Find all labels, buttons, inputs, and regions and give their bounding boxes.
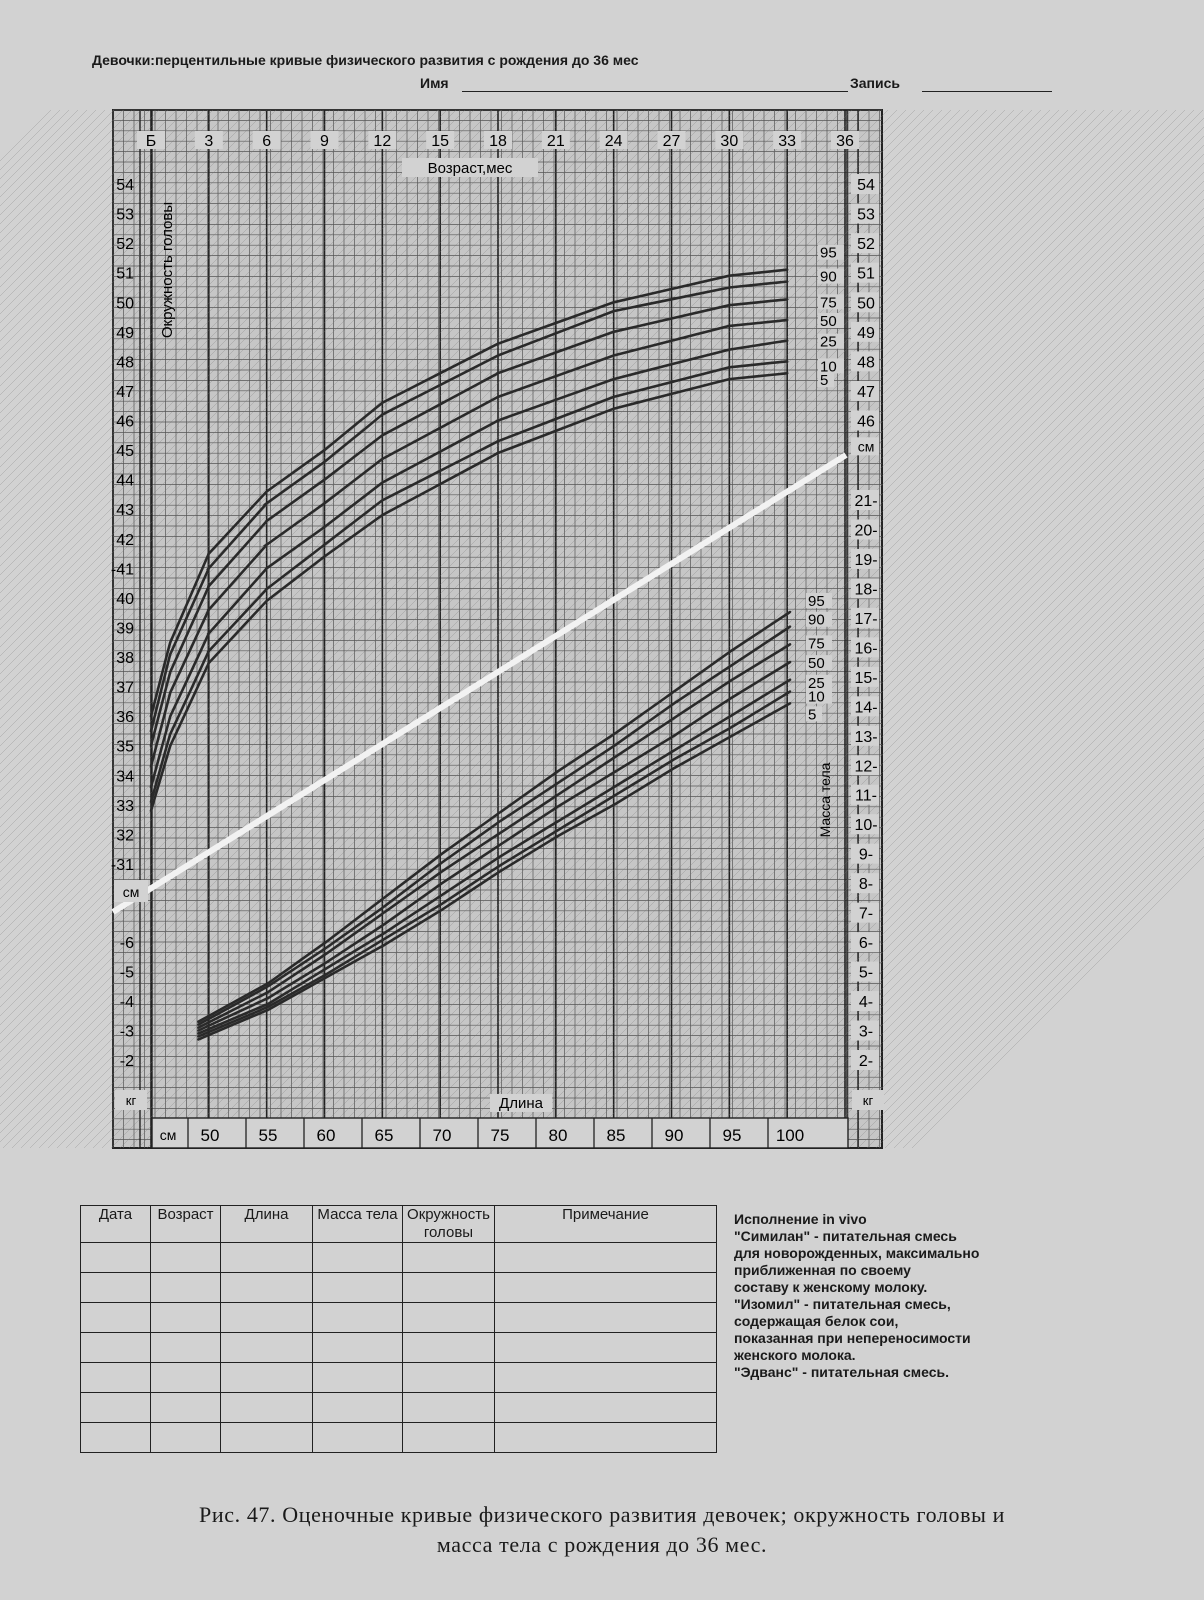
table-cell[interactable] xyxy=(151,1273,221,1303)
length-tick-label: 90 xyxy=(664,1126,684,1145)
table-cell[interactable] xyxy=(403,1423,495,1453)
head-axis-title: Окружность головы xyxy=(159,201,176,339)
table-cell[interactable] xyxy=(495,1363,717,1393)
length-tick-label: 65 xyxy=(374,1126,394,1145)
head-series-label: 25 xyxy=(820,333,837,351)
col-length: Длина xyxy=(221,1206,313,1243)
table-cell[interactable] xyxy=(495,1393,717,1423)
col-age: Возраст xyxy=(151,1206,221,1243)
table-cell[interactable] xyxy=(403,1363,495,1393)
table-cell[interactable] xyxy=(403,1393,495,1423)
table-cell[interactable] xyxy=(221,1243,313,1273)
table-cell[interactable] xyxy=(221,1363,313,1393)
table-cell[interactable] xyxy=(313,1423,403,1453)
table-row xyxy=(81,1243,717,1273)
weight-tick-label-right: 9- xyxy=(858,846,874,864)
table-cell[interactable] xyxy=(81,1303,151,1333)
weight-tick-label-right: 11- xyxy=(855,787,877,805)
table-row xyxy=(81,1393,717,1423)
note-line: "Симилан" - питательная смесь xyxy=(734,1228,957,1244)
weight-tick-label-right: 21- xyxy=(854,493,878,510)
record-label: Запись xyxy=(850,75,901,91)
weight-tick-label-right: 15- xyxy=(854,669,878,687)
length-tick-label: 50 xyxy=(200,1126,220,1145)
table-row xyxy=(81,1273,717,1303)
head-tick-label: 33 xyxy=(116,797,134,815)
table-cell[interactable] xyxy=(403,1273,495,1303)
weight-tick-label-right: 2- xyxy=(858,1053,874,1070)
table-cell[interactable] xyxy=(81,1363,151,1393)
head-tick-label: 54 xyxy=(116,177,134,194)
age-tick-label: 15 xyxy=(431,133,450,150)
weight-tick-label-right: 19- xyxy=(854,551,878,569)
head-tick-label: 45 xyxy=(116,443,134,461)
head-series-label: 50 xyxy=(820,313,837,330)
head-unit-label: см xyxy=(122,884,140,900)
record-table xyxy=(80,1205,717,1453)
table-cell[interactable] xyxy=(221,1333,313,1363)
weight-tick-label-right: 17- xyxy=(854,610,878,628)
col-head: Окружность головы xyxy=(403,1206,495,1243)
table-cell[interactable] xyxy=(151,1243,221,1273)
head-unit-label-right: см xyxy=(857,438,875,455)
table-cell[interactable] xyxy=(495,1303,717,1333)
age-axis-title: Возраст,мес xyxy=(427,160,513,177)
weight-series-label: 5 xyxy=(808,706,817,724)
weight-tick-label: -2 xyxy=(119,1053,134,1070)
head-tick-label: 37 xyxy=(116,679,134,697)
name-label: Имя xyxy=(420,75,449,91)
weight-tick-label-right: 3- xyxy=(858,1023,874,1041)
table-cell[interactable] xyxy=(403,1243,495,1273)
table-row xyxy=(81,1423,717,1453)
weight-tick-label-right: 5- xyxy=(858,964,874,982)
head-tick-label: 36 xyxy=(116,709,134,727)
table-cell[interactable] xyxy=(313,1303,403,1333)
table-cell[interactable] xyxy=(221,1423,313,1453)
weight-unit-label: кг xyxy=(862,1093,874,1108)
weight-tick-label-right: 16- xyxy=(854,640,878,658)
head-tick-label: 42 xyxy=(116,531,134,549)
head-series-label: 95 xyxy=(820,244,837,262)
note-text xyxy=(734,1211,1064,1381)
weight-series-label: 95 xyxy=(808,593,825,610)
table-cell[interactable] xyxy=(151,1393,221,1423)
head-tick-label: 44 xyxy=(116,472,134,490)
note-line: показанная при непереносимости xyxy=(734,1330,971,1346)
length-unit-label: см xyxy=(159,1127,177,1143)
head-tick-label: 49 xyxy=(116,324,134,342)
length-tick-label: 60 xyxy=(316,1126,336,1145)
table-cell[interactable] xyxy=(403,1333,495,1363)
weight-tick-label: -6 xyxy=(119,935,134,953)
head-tick-label: 38 xyxy=(116,650,134,668)
table-cell[interactable] xyxy=(313,1363,403,1393)
note-line: для новорожденных, максимально xyxy=(734,1245,980,1261)
weight-tick-label-right: 20- xyxy=(854,522,878,540)
table-cell[interactable] xyxy=(495,1243,717,1273)
note-line: содержащая белок сои, xyxy=(734,1313,899,1329)
table-row xyxy=(81,1303,717,1333)
table-cell[interactable] xyxy=(403,1303,495,1333)
head-tick-label-right: 48 xyxy=(857,354,875,372)
weight-series-label: 25 xyxy=(808,674,825,692)
weight-tick-label-right: 12- xyxy=(854,758,878,776)
record-table-body xyxy=(81,1243,717,1453)
age-tick-label: 6 xyxy=(262,133,272,150)
table-cell[interactable] xyxy=(151,1333,221,1363)
weight-tick-label-right: 7- xyxy=(858,905,874,923)
head-tick-label: 40 xyxy=(116,590,134,608)
age-tick-label: 21 xyxy=(546,133,565,150)
table-cell[interactable] xyxy=(81,1273,151,1303)
weight-tick-label-right: 4- xyxy=(858,994,874,1012)
note-line: приближенная по своему xyxy=(734,1262,911,1278)
age-tick-label: 33 xyxy=(778,133,797,150)
caption-line-1: Рис. 47. Оценочные кривые физического развития девочек; окружность головы и xyxy=(199,1502,1005,1527)
length-tick-label: 80 xyxy=(548,1126,568,1145)
table-cell[interactable] xyxy=(495,1273,717,1303)
head-tick-label-right: 52 xyxy=(857,236,875,254)
head-tick-label-right: 47 xyxy=(857,383,875,401)
head-series-label: 10 xyxy=(820,358,837,376)
head-tick-label: 46 xyxy=(116,413,134,431)
chart-title: Девочки:перцентильные кривые физического развития с рождения до 36 мес xyxy=(92,52,639,68)
weight-tick-label-right: 8- xyxy=(858,876,874,894)
table-cell[interactable] xyxy=(151,1363,221,1393)
head-tick-label: 48 xyxy=(116,354,134,372)
head-tick-label-right: 46 xyxy=(857,413,875,431)
table-cell[interactable] xyxy=(81,1333,151,1363)
weight-tick-label: -4 xyxy=(119,994,134,1012)
age-tick-label: 27 xyxy=(662,133,681,150)
table-cell[interactable] xyxy=(151,1303,221,1333)
table-cell[interactable] xyxy=(221,1393,313,1423)
age-tick-label: 3 xyxy=(204,133,214,150)
note-line: "Эдванс" - питательная смесь. xyxy=(734,1364,950,1380)
head-tick-label-right: 50 xyxy=(857,295,875,313)
head-tick-label-right: 54 xyxy=(857,177,875,194)
head-tick-label: -41 xyxy=(110,561,134,579)
head-tick-label-right: 51 xyxy=(857,265,875,283)
table-cell[interactable] xyxy=(221,1273,313,1303)
col-date: Дата xyxy=(81,1206,151,1243)
weight-unit-label: кг xyxy=(125,1093,137,1108)
length-tick-label: 85 xyxy=(606,1126,626,1145)
table-row xyxy=(81,1333,717,1363)
head-tick-label: 53 xyxy=(116,206,134,224)
head-tick-label: 47 xyxy=(116,383,134,401)
table-cell[interactable] xyxy=(81,1243,151,1273)
length-tick-label: 55 xyxy=(258,1126,278,1145)
col-note: Примечание xyxy=(495,1206,717,1243)
weight-series-label: 10 xyxy=(808,688,825,706)
weight-tick-label-right: 13- xyxy=(854,728,878,746)
length-tick-label: 70 xyxy=(432,1126,452,1145)
head-tick-label: 43 xyxy=(116,502,134,520)
table-cell[interactable] xyxy=(81,1423,151,1453)
weight-tick-label-right: 10- xyxy=(854,817,878,835)
length-tick-label: 75 xyxy=(490,1126,510,1145)
table-cell[interactable] xyxy=(221,1303,313,1333)
weight-series-label: 75 xyxy=(808,635,825,653)
age-tick-label: 30 xyxy=(720,133,739,150)
length-tick-label: 100 xyxy=(775,1126,805,1145)
head-tick-label: 50 xyxy=(116,295,134,313)
table-cell[interactable] xyxy=(313,1243,403,1273)
note-line: женского молока. xyxy=(734,1347,856,1363)
head-tick-label: 32 xyxy=(116,827,134,845)
note-line: Исполнение in vivo xyxy=(734,1211,867,1227)
table-cell[interactable] xyxy=(495,1423,717,1453)
caption-line-2: масса тела с рождения до 36 мес. xyxy=(436,1532,768,1557)
head-tick-label-right: 49 xyxy=(857,324,875,342)
head-tick-label: -31 xyxy=(110,857,134,874)
weight-axis-title: Масса тела xyxy=(817,762,833,838)
length-tick-label: 95 xyxy=(722,1126,742,1145)
head-tick-label: 35 xyxy=(116,738,134,756)
note-line: составу к женскому молоку. xyxy=(734,1279,928,1295)
weight-tick-label-right: 14- xyxy=(854,699,878,717)
weight-tick-label: -5 xyxy=(119,964,134,982)
table-cell[interactable] xyxy=(81,1393,151,1423)
weight-series-label: 50 xyxy=(808,655,825,673)
table-row xyxy=(81,1363,717,1393)
weight-tick-label-right: 6- xyxy=(858,935,874,953)
head-series-label: 90 xyxy=(820,268,837,286)
age-tick-label: 36 xyxy=(836,133,854,150)
age-tick-label: 24 xyxy=(604,133,623,150)
table-cell[interactable] xyxy=(495,1333,717,1363)
note-line: "Изомил" - питательная смесь, xyxy=(734,1296,951,1312)
age-tick-label: Б xyxy=(145,133,157,150)
head-tick-label: 51 xyxy=(116,265,134,283)
age-tick-label: 12 xyxy=(373,133,392,150)
head-series-label: 5 xyxy=(820,372,829,390)
table-cell[interactable] xyxy=(313,1333,403,1363)
weight-series-label: 90 xyxy=(808,611,825,629)
table-cell[interactable] xyxy=(313,1393,403,1423)
weight-tick-label: -3 xyxy=(119,1023,134,1041)
table-cell[interactable] xyxy=(151,1423,221,1453)
age-tick-label: 9 xyxy=(320,133,329,150)
head-tick-label-right: 53 xyxy=(857,206,875,224)
head-tick-label: 52 xyxy=(116,236,134,254)
head-tick-label: 39 xyxy=(116,620,134,638)
age-tick-label: 18 xyxy=(489,133,507,150)
table-cell[interactable] xyxy=(313,1273,403,1303)
length-axis-title: Длина xyxy=(499,1095,543,1112)
head-series-label: 75 xyxy=(820,294,837,312)
head-tick-label: 34 xyxy=(116,768,134,786)
col-weight: Масса тела xyxy=(313,1206,403,1243)
weight-tick-label-right: 18- xyxy=(854,581,878,599)
